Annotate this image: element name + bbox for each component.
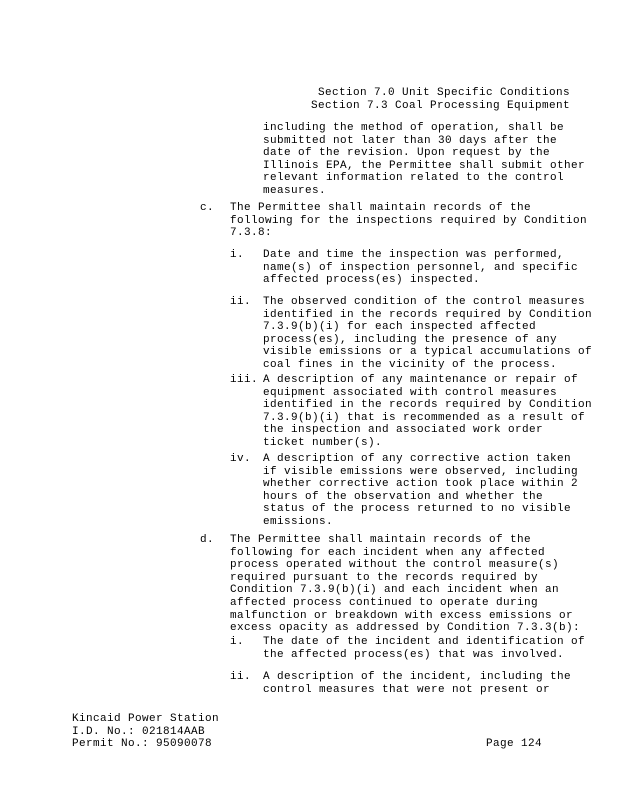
text-line: following for the inspections required by Condition: [230, 214, 588, 227]
subitem-label: ii.: [230, 296, 252, 308]
text-line: the affected process(es) that was involved.: [263, 648, 565, 661]
text-line: Illinois EPA, the Permittee shall submit other: [263, 159, 586, 172]
text-line: measures.: [263, 184, 327, 197]
text-line: relevant information related to the control: [263, 172, 565, 185]
text-line: The Permittee shall maintain records of the: [230, 202, 532, 214]
text-line: 7.3.9(b)(i) for each inspected affected: [263, 321, 537, 334]
text-line: Condition 7.3.9(b)(i) and each incident when an: [230, 584, 560, 597]
text-line: The observed condition of the control measures: [263, 296, 586, 308]
subitem-label: iii.: [230, 374, 259, 386]
text-line: A description of any corrective action taken: [263, 453, 572, 465]
text-line: visible emissions or a typical accumulations of: [263, 346, 593, 359]
text-line: submitted not later than 30 days after the: [263, 134, 558, 147]
page-number: Page 124: [485, 738, 542, 750]
subitem-label: i.: [230, 636, 245, 648]
section-title: Section 7.0 Unit Specific Conditions: [317, 87, 570, 99]
station-name: Kincaid Power Station: [72, 713, 220, 725]
subsection-title: Section 7.3 Coal Processing Equipment: [310, 99, 570, 112]
text-line: excess opacity as addressed by Condition 7.3.3(b):: [230, 622, 581, 635]
text-line: coal fines in the vicinity of the process.: [263, 358, 558, 371]
text-line: whether corrective action took place within 2: [263, 478, 579, 491]
text-line: Date and time the inspection was performed,: [263, 249, 565, 261]
section-header: [311, 87, 570, 112]
text-line: The Permittee shall maintain records of the: [230, 534, 532, 546]
text-line: affected process continued to operate during: [230, 596, 539, 609]
page-footer: [72, 713, 542, 751]
permit-number: Permit No.: 95090078: [72, 738, 213, 751]
subitem-label: ii.: [230, 671, 252, 683]
text-line: A description of any maintenance or repair of: [263, 374, 579, 386]
text-line: if visible emissions were observed, including: [263, 465, 579, 478]
text-line: malfunction or breakdown with excess emissions or: [230, 609, 574, 622]
text-line: the inspection and associated work order: [263, 424, 544, 437]
text-line: affected process(es) inspected.: [263, 274, 481, 287]
text-line: hours of the observation and whether the: [263, 490, 544, 503]
text-line: 7.3.8:: [230, 227, 273, 240]
text-line: status of the process returned to no visible: [263, 503, 572, 516]
text-line: including the method of operation, shall be: [263, 122, 565, 134]
text-line: A description of the incident, including the: [263, 671, 572, 683]
text-line: required pursuant to the records required by: [230, 571, 539, 584]
text-line: following for each incident when any affected: [230, 546, 546, 559]
text-line: date of the revision. Upon request by the: [263, 147, 551, 160]
item-label: d.: [200, 534, 215, 546]
text-line: 7.3.9(b)(i) that is recommended as a result of: [263, 411, 586, 424]
item-label: c.: [200, 202, 215, 214]
subitem-label: i.: [230, 249, 245, 261]
id-number: I.D. No.: 021814AAB: [72, 725, 206, 738]
text-line: control measures that were not present or: [263, 683, 551, 696]
text-line: process(es), including the presence of any: [263, 333, 558, 346]
text-line: process operated without the control measure(s): [230, 559, 560, 572]
subitem-label: iv.: [230, 453, 252, 465]
text-line: emissions.: [263, 515, 334, 528]
text-line: ticket number(s).: [263, 436, 383, 449]
text-line: identified in the records required by Condition: [263, 399, 593, 412]
text-line: The date of the incident and identification of: [263, 636, 586, 648]
text-line: identified in the records required by Condition: [263, 308, 593, 321]
text-line: name(s) of inspection personnel, and specific: [263, 261, 579, 274]
text-line: equipment associated with control measures: [263, 386, 558, 399]
